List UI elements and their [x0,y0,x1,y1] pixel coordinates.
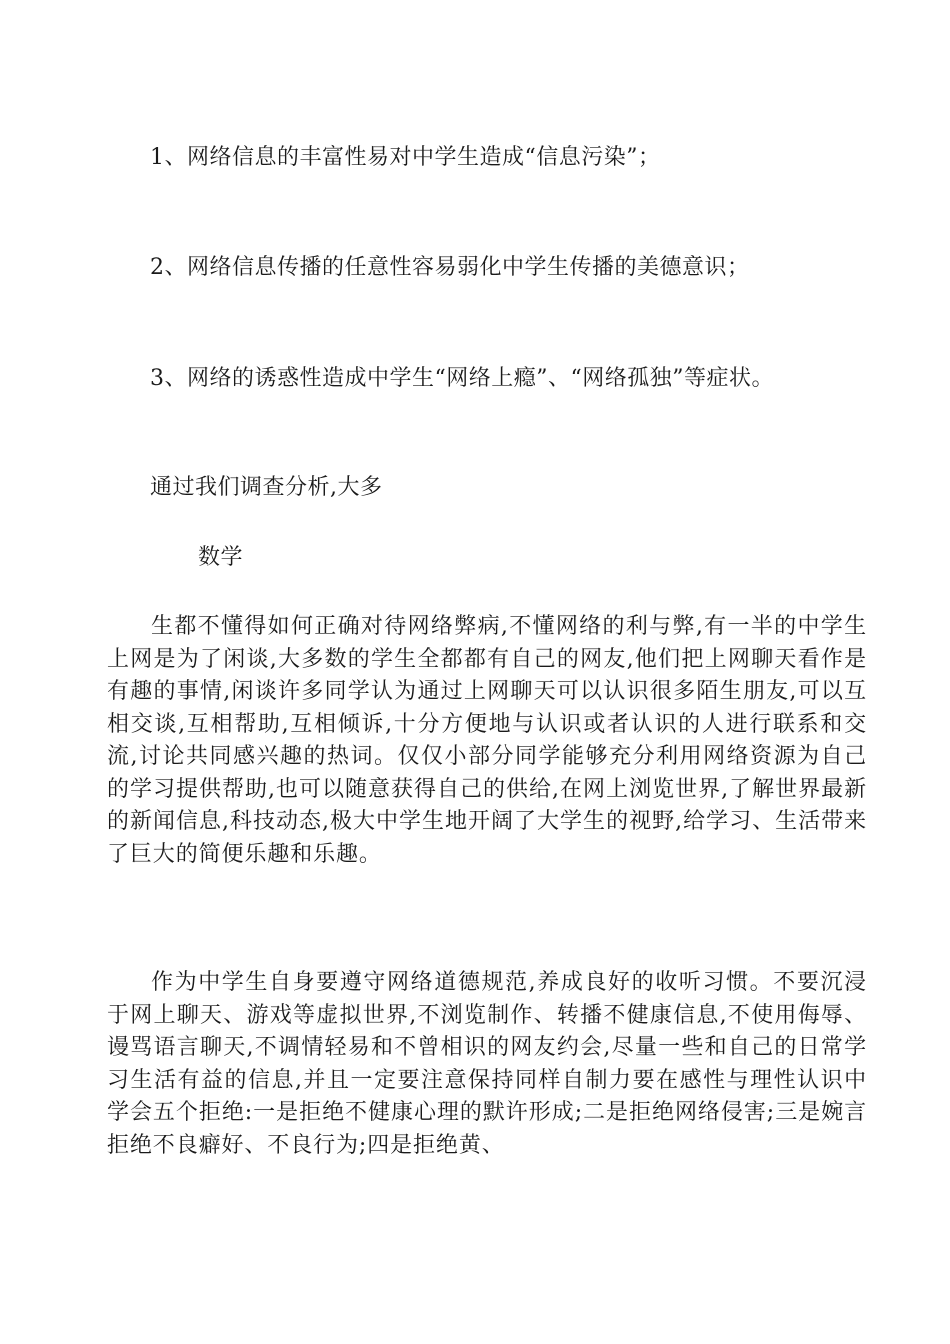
body-paragraph-1: 生都不懂得如何正确对待网络弊病,不懂网络的利与弊,有一半的中学生上网是为了闲谈,大多数的学生全都都有自己的网友,他们把上网聊天看作是有趣的事情,闲谈许多同学认为通过上网聊天可以认识很多陌生朋友,可以互相交谈,互相帮助,互相倾诉,十分方便地与认识或者认识的人进行联系和交流,讨论共同感兴趣的热词。仅仅小部分同学能够充分利用网络资源为自己的学习提供帮助,也可以随意获得自己的供给,在网上浏览世界,了解世界最新的新闻信息,科技动态,极大中学生地开阔了大学生的视野,给学习、生活带来了巨大的简便乐趣和乐趣。 [107,614,867,867]
list-item-1: 1、网络信息的丰富性易对中学生造成“信息污染”； [150,145,661,170]
body-paragraph-2: 作为中学生自身要遵守网络道德规范,养成良好的收听习惯。不要沉浸于网上聊天、游戏等虚拟世界,不浏览制作、转播不健康信息,不使用侮辱、谩骂语言聊天,不调情轻易和不曾相识的网友约会,尽量一些和自己的日常学习生活有益的信息,并且一定要注意保持同样自制力要在感性与理性认识中学会五个拒绝:一是拒绝不健康心理的默许形成;二是拒绝网络侵害;三是婉言拒绝不良癖好、不良行为;四是拒绝黄、 [107,970,867,1158]
subject-label: 数学 [198,545,244,570]
list-item-3: 3、网络的诱惑性造成中学生“网络上瘾”、“网络孤独”等症状。 [150,366,774,391]
intro-line: 通过我们调查分析,大多 [150,475,383,500]
list-item-2: 2、网络信息传播的任意性容易弱化中学生传播的美德意识； [150,255,750,280]
